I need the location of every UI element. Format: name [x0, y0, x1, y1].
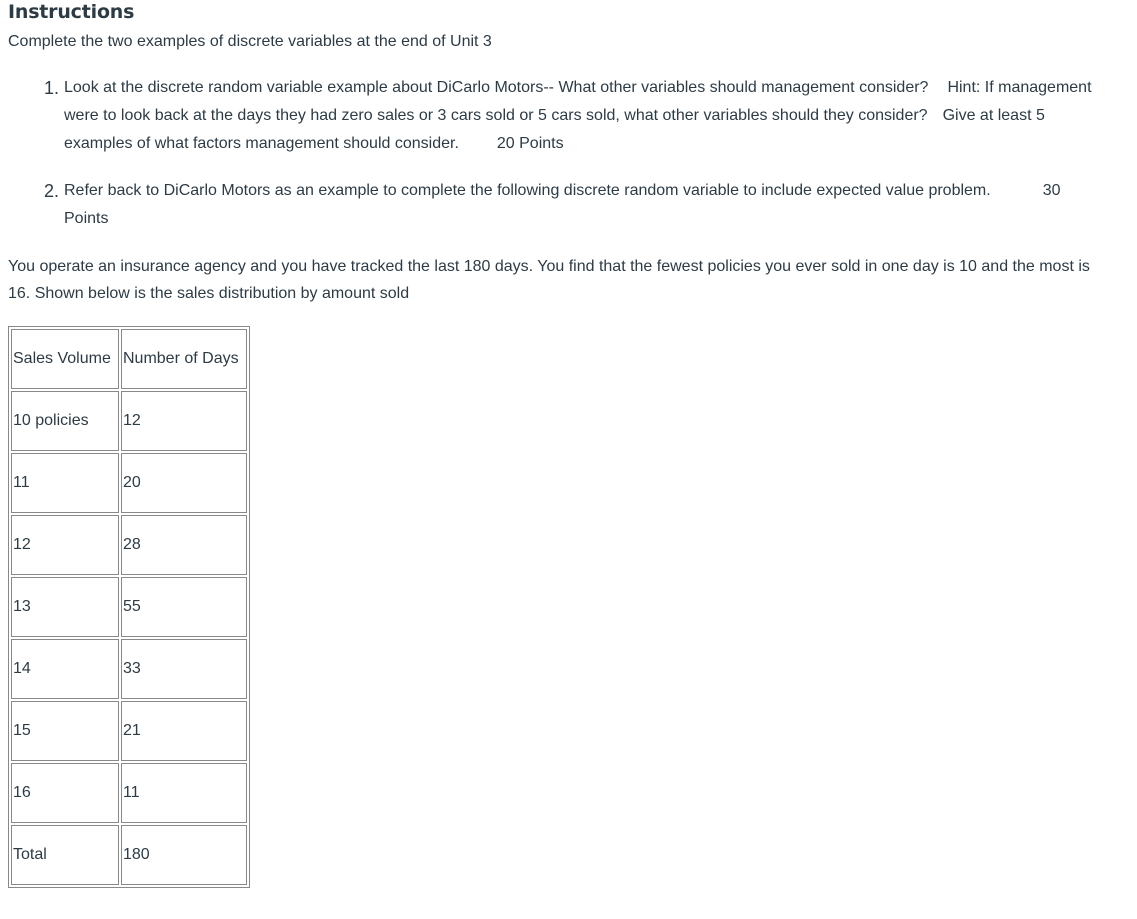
- item-points: 30: [1042, 182, 1061, 199]
- item-text: were to look back at the days they had zero sales or 3 cars sold or 5 cars sold, what other variables should they consider?: [64, 107, 928, 124]
- table-row: [11, 763, 247, 823]
- sales-distribution-table: [8, 326, 250, 888]
- paragraph-line-1: You operate an insurance agency and you have tracked the last 180 days. You find that the fewest policies you ever sold in one day is 10 and the most is: [8, 258, 1090, 275]
- table-header-row: [11, 329, 247, 389]
- table-row: [11, 701, 247, 761]
- table-row: [11, 577, 247, 637]
- sales-volume-cell: 16: [11, 763, 119, 823]
- table-row: [11, 639, 247, 699]
- item-line: [64, 130, 1129, 158]
- table-row: [11, 391, 247, 451]
- column-header: Number of Days: [121, 329, 247, 389]
- intro-text: Complete the two examples of discrete variables at the end of Unit 3: [8, 33, 492, 50]
- item-line: [64, 74, 1129, 102]
- item-text: Look at the discrete random variable example about DiCarlo Motors-- What other variables should management consider?: [64, 79, 929, 96]
- item-number: 1.: [44, 78, 60, 98]
- number-of-days-cell: 21: [121, 701, 247, 761]
- sales-volume-cell: 11: [11, 453, 119, 513]
- item-points-label: Points: [64, 210, 109, 227]
- item-number: 2.: [44, 181, 60, 201]
- item-text: Refer back to DiCarlo Motors as an example to complete the following discrete random variable to include expected value problem.: [64, 182, 991, 199]
- item-text: Hint: If management: [947, 79, 1092, 96]
- sales-volume-cell: 13: [11, 577, 119, 637]
- sales-volume-cell: 15: [11, 701, 119, 761]
- total-label-cell: Total: [11, 825, 119, 885]
- instruction-item-1: [44, 74, 1129, 158]
- number-of-days-cell: 11: [121, 763, 247, 823]
- table-total-row: [11, 825, 247, 885]
- sales-volume-cell: 12: [11, 515, 119, 575]
- column-header: Sales Volume: [11, 329, 119, 389]
- page-title: Instructions: [8, 1, 135, 23]
- item-line: [64, 205, 1104, 233]
- number-of-days-cell: 55: [121, 577, 247, 637]
- instruction-item-2: [44, 177, 1104, 233]
- number-of-days-cell: 12: [121, 391, 247, 451]
- number-of-days-cell: 20: [121, 453, 247, 513]
- number-of-days-cell: 33: [121, 639, 247, 699]
- item-line: [64, 102, 1129, 130]
- sales-volume-cell: 14: [11, 639, 119, 699]
- item-text: examples of what factors management should consider.: [64, 135, 459, 152]
- total-value-cell: 180: [121, 825, 247, 885]
- scenario-paragraph: [8, 253, 1133, 307]
- item-points: 20 Points: [496, 135, 564, 152]
- item-text: Give at least 5: [942, 107, 1045, 124]
- table-row: [11, 453, 247, 513]
- table-row: [11, 515, 247, 575]
- item-line: [64, 177, 1104, 205]
- paragraph-line-2: 16. Shown below is the sales distribution by amount sold: [8, 285, 410, 302]
- sales-volume-cell: 10 policies: [11, 391, 119, 451]
- number-of-days-cell: 28: [121, 515, 247, 575]
